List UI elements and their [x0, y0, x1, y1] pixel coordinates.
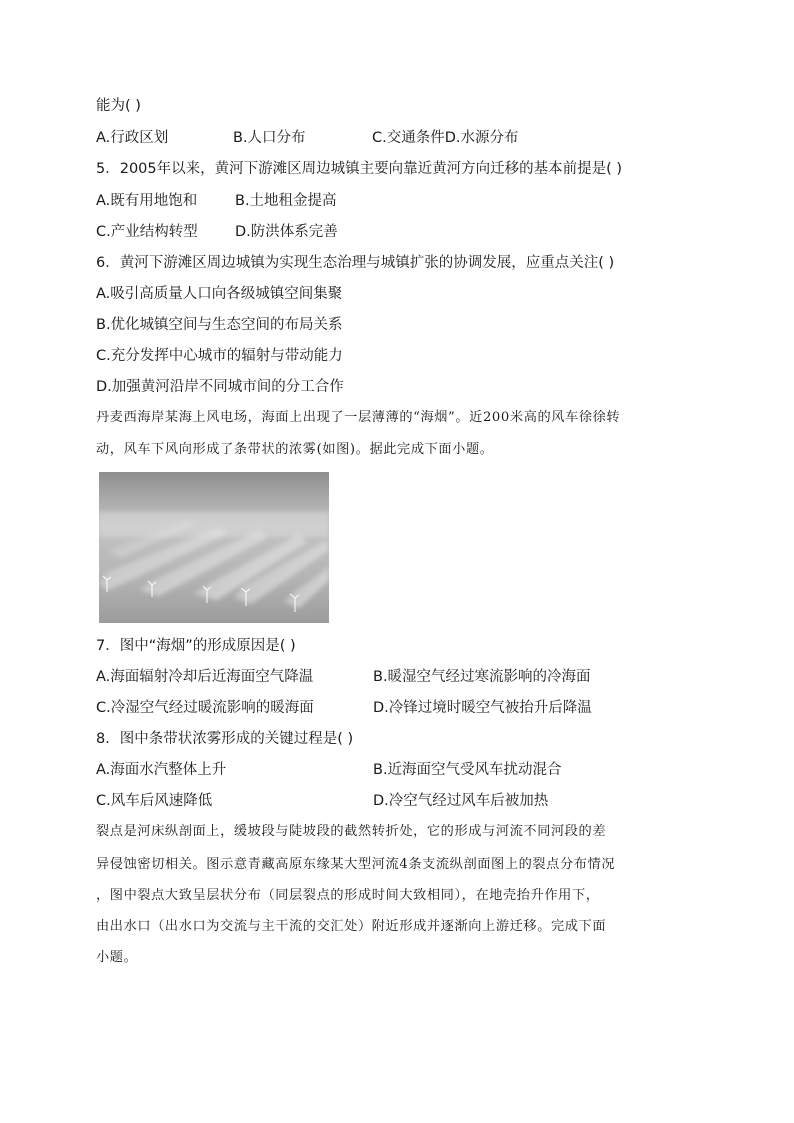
option-b: B.土地租金提高	[235, 193, 337, 209]
question-stem: 7．图中“海烟”的形成原因是( )	[96, 638, 296, 654]
passage-line: 由出水口（出水口为交流与主干流的交汇处）附近形成并逐渐向上游迁移。完成下面	[96, 919, 607, 934]
passage-line: 异侵蚀密切相关。图示意青藏高原东缘某大型河流4条支流纵剖面图上的裂点分布情况	[96, 857, 616, 872]
option-d: D.防洪体系完善	[235, 224, 338, 240]
option-d: D.加强黄河沿岸不同城市间的分工合作	[96, 379, 344, 395]
option-c: C.充分发挥中心城市的辐射与带动能力	[96, 348, 343, 364]
option-b: B.人口分布	[233, 130, 306, 146]
option-d: D.冷空气经过风车后被加热	[373, 793, 549, 809]
option-a: A.海面辐射冷却后近海面空气降温	[96, 669, 314, 685]
option-a: A.海面水汽整体上升	[96, 762, 227, 778]
passage-line: ，图中裂点大致呈层状分布（同层裂点的形成时间大致相同），在地壳抬升作用下，	[96, 888, 600, 903]
option-a: A.吸引高质量人口向各级城镇空间集聚	[96, 286, 343, 302]
passage-line: 丹麦西海岸某海上风电场，海面上出现了一层薄薄的“海烟”。近200米高的风车徐徐转	[96, 410, 621, 425]
option-c: C.冷湿空气经过暖流影响的暖海面	[96, 700, 314, 716]
passage-line: 小题。	[96, 950, 138, 965]
option-c: C.风车后风速降低	[96, 793, 213, 809]
option-c: C.产业结构转型	[96, 224, 198, 240]
option-b: B.近海面空气受风车扰动混合	[373, 762, 562, 778]
option-b: B.暖湿空气经过寒流影响的冷海面	[373, 669, 591, 685]
question-stem: 6．黄河下游滩区周边城镇为实现生态治理与城镇扩张的协调发展，应重点关注( )	[96, 255, 615, 271]
question-stem: 5．2005年以来，黄河下游滩区周边城镇主要向靠近黄河方向迁移的基本前提是( )	[96, 161, 623, 177]
option-a: A.行政区划	[96, 130, 169, 146]
question-stem: 8．图中条带状浓雾形成的关键过程是( )	[96, 731, 354, 747]
wind-farm-fog-photo	[99, 472, 329, 623]
text-line: 能为( )	[96, 98, 141, 114]
option-d: D.冷锋过境时暖空气被抬升后降温	[373, 700, 592, 716]
option-a: A.既有用地饱和	[96, 193, 198, 209]
option-b: B.优化城镇空间与生态空间的布局关系	[96, 317, 343, 333]
passage-line: 裂点是河床纵剖面上，缓坡段与陡坡段的截然转折处，它的形成与河流不同河段的差	[96, 824, 607, 839]
option-cd: C.交通条件D.水源分布	[372, 130, 519, 146]
passage-line: 动，风车下风向形成了条带状的浓雾(如图)。据此完成下面小题。	[96, 442, 494, 457]
